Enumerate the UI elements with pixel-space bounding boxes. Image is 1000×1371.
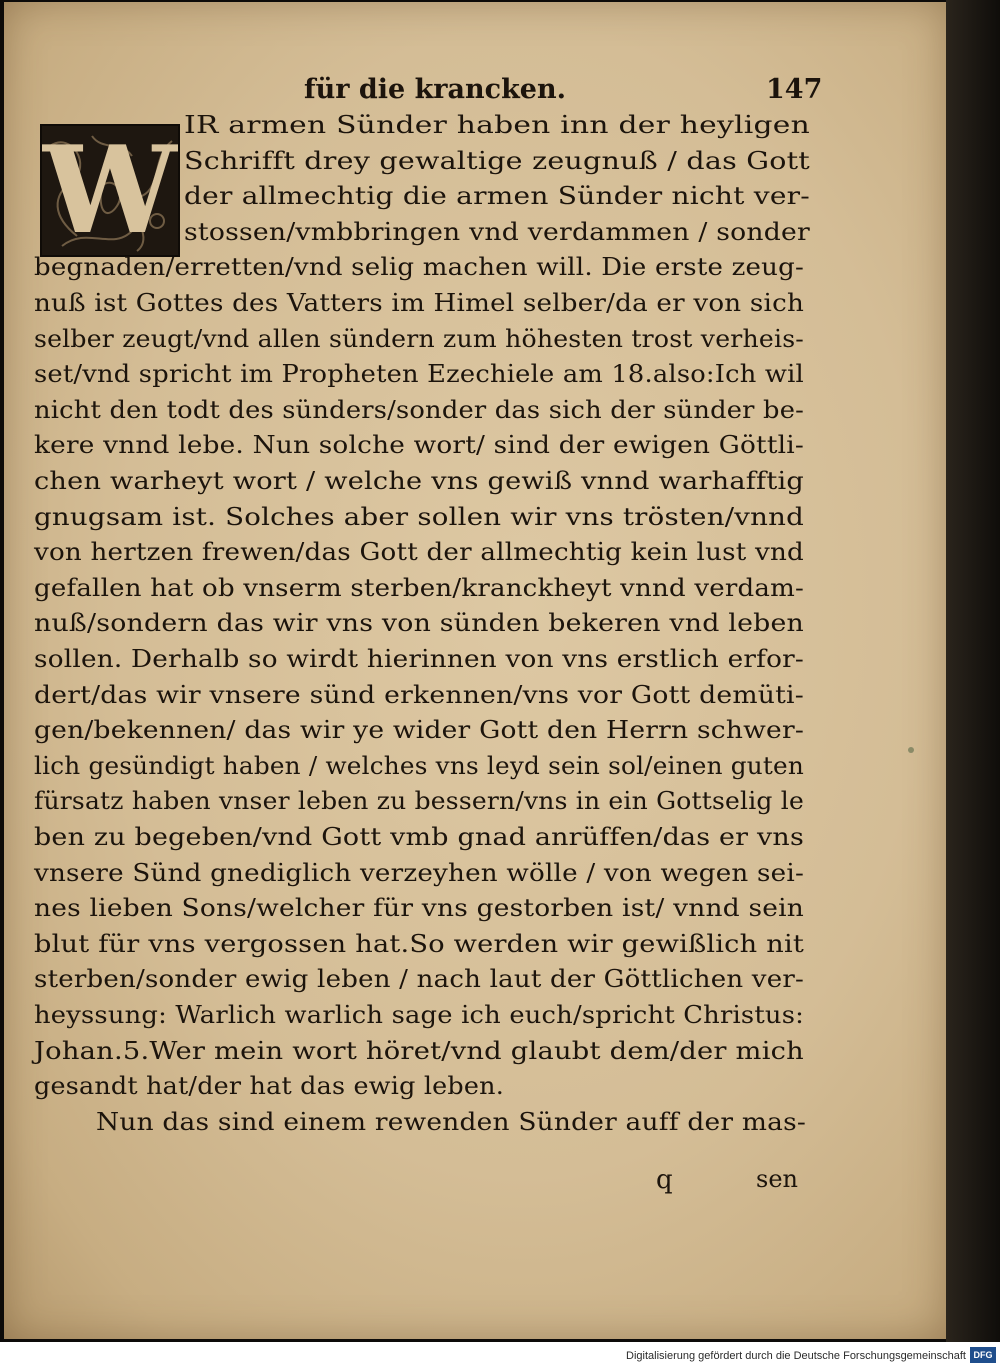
text-line: Schrifft drey gewaltige zeugnuß / das Gott (184, 145, 810, 175)
signature-mark: q (656, 1165, 673, 1195)
book-page (4, 2, 946, 1339)
text-line: nicht den todt des sünders/sonder das sich der sünder be- (34, 394, 805, 424)
footer-credit: Digitalisierung gefördert durch die Deutsche Forschungsgemeinschaft (626, 1350, 966, 1362)
text-line: Johan.5.Wer mein wort höret/vnd glaubt dem/der mich (34, 1035, 804, 1065)
text-line: von hertzen frewen/das Gott der allmechtig kein lust vnd (34, 537, 804, 567)
text-line: heyssung: Warlich warlich sage ich euch/spricht Christus: (34, 1000, 804, 1029)
text-line: gnugsam ist. Solches aber sollen wir vns trösten/vnnd (34, 501, 804, 531)
page-edge (946, 0, 1000, 1342)
text-line: nuß/sondern das wir vns von sünden bekeren vnd leben (34, 608, 804, 638)
text-line: blut für vns vergossen hat.So werden wir gewißlich nit (34, 928, 805, 958)
text-line: selber zeugt/vnd allen sündern zum höhesten trost verheis- (34, 323, 805, 353)
text-line: set/vnd spricht im Propheten Ezechiele am 18.also:Ich wil (34, 359, 804, 389)
text-line: lich gesündigt haben / welches vns leyd sein sol/einen guten (34, 750, 804, 780)
text-line: der allmechtig die armen Sünder nicht ver- (184, 181, 810, 211)
text-line: nes lieben Sons/welcher für vns gestorben ist/ vnnd sein (34, 893, 804, 923)
catchword: sen (756, 1165, 798, 1193)
text-line: gefallen hat ob vnserm sterben/kranckheyt vnnd verdam- (34, 572, 804, 602)
paper-stain (908, 747, 914, 753)
dfg-logo: DFG (970, 1347, 996, 1363)
page-number: 147 (766, 74, 823, 105)
text-line: fürsatz haben vnser leben zu bessern/vns in ein Gottselig le (34, 786, 804, 816)
text-line: chen warheyt wort / welche vns gewiß vnnd warhafftig (34, 466, 804, 495)
text-line: gen/bekennen/ das wir ye wider Gott den Herrn schwer- (34, 715, 804, 745)
text-line: Nun das sind einem rewenden Sünder auff der mas- (96, 1106, 806, 1136)
text-line: stossen/vmbbringen vnd verdammen / sonder (184, 216, 810, 246)
text-line: ben zu begeben/vnd Gott vmb gnad anrüffen/das er vns (34, 822, 805, 851)
text-line: gesandt hat/der hat das ewig leben. (34, 1071, 504, 1101)
running-title: für die krancken. (304, 74, 566, 105)
text-line: IR armen Sünder haben inn der heyligen (184, 110, 810, 139)
text-line: dert/das wir vnsere sünd erkennen/vns vor Gott demüti- (34, 679, 804, 709)
decorated-initial (40, 124, 180, 257)
text-line: sollen. Derhalb so wirdt hierinnen von vns erstlich erfor- (34, 644, 804, 673)
text-line: vnsere Sünd gnediglich verzeyhen wölle / von wegen sei- (34, 857, 804, 887)
text-line: kere vnnd lebe. Nun solche wort/ sind der ewigen Göttli- (34, 430, 804, 460)
text-line: nuß ist Gottes des Vatters im Himel selber/da er von sich (34, 288, 804, 317)
text-line: sterben/sonder ewig leben / nach laut der Göttlichen ver- (34, 964, 805, 994)
text-line: begnaden/erretten/vnd selig machen will. Die erste zeug- (34, 252, 804, 282)
initial-letter: W (42, 124, 178, 257)
